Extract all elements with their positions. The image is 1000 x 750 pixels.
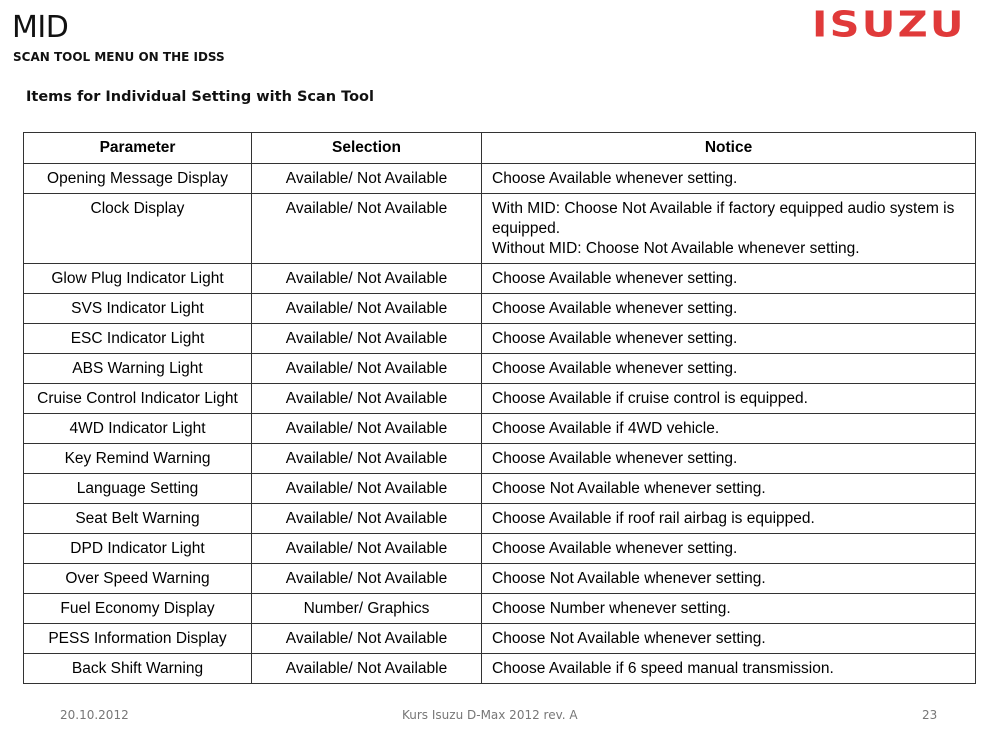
selection-cell: Available/ Not Available [252, 534, 482, 564]
selection-cell: Available/ Not Available [252, 194, 482, 264]
notice-cell: Choose Available whenever setting. [482, 354, 976, 384]
notice-cell: Choose Available whenever setting. [482, 164, 976, 194]
table-row [24, 534, 976, 564]
notice-cell: Choose Available whenever setting. [482, 324, 976, 354]
selection-cell: Available/ Not Available [252, 474, 482, 504]
parameter-cell: Clock Display [24, 194, 252, 264]
column-header-notice: Notice [482, 133, 976, 164]
selection-cell: Available/ Not Available [252, 354, 482, 384]
selection-cell: Available/ Not Available [252, 654, 482, 684]
parameter-cell: ABS Warning Light [24, 354, 252, 384]
parameter-table [23, 132, 976, 684]
table-header-row [24, 133, 976, 164]
page-title: MID [12, 10, 69, 45]
section-heading: Items for Individual Setting with Scan Tool [26, 89, 374, 105]
notice-cell: Choose Available if 4WD vehicle. [482, 414, 976, 444]
parameter-cell: Key Remind Warning [24, 444, 252, 474]
selection-cell: Available/ Not Available [252, 564, 482, 594]
notice-cell: Choose Available whenever setting. [482, 294, 976, 324]
table-row [24, 194, 976, 264]
parameter-cell: ESC Indicator Light [24, 324, 252, 354]
table-row [24, 444, 976, 474]
notice-cell: Choose Available if roof rail airbag is equipped. [482, 504, 976, 534]
selection-cell: Available/ Not Available [252, 414, 482, 444]
parameter-cell: Opening Message Display [24, 164, 252, 194]
parameter-cell: 4WD Indicator Light [24, 414, 252, 444]
footer-page-number: 23 [922, 708, 938, 722]
table-row [24, 654, 976, 684]
footer-date: 20.10.2012 [60, 708, 129, 722]
parameter-cell: Back Shift Warning [24, 654, 252, 684]
table-row [24, 594, 976, 624]
selection-cell: Number/ Graphics [252, 594, 482, 624]
parameter-cell: SVS Indicator Light [24, 294, 252, 324]
table-row [24, 564, 976, 594]
parameter-cell: Language Setting [24, 474, 252, 504]
notice-cell: Choose Not Available whenever setting. [482, 474, 976, 504]
table-row [24, 624, 976, 654]
isuzu-logo [812, 4, 987, 46]
table-row [24, 384, 976, 414]
selection-cell: Available/ Not Available [252, 384, 482, 414]
parameter-cell: Cruise Control Indicator Light [24, 384, 252, 414]
table-row [24, 504, 976, 534]
notice-cell: Choose Available if 6 speed manual transmission. [482, 654, 976, 684]
selection-cell: Available/ Not Available [252, 504, 482, 534]
column-header-parameter: Parameter [24, 133, 252, 164]
parameter-cell: Seat Belt Warning [24, 504, 252, 534]
table-row [24, 264, 976, 294]
parameter-cell: PESS Information Display [24, 624, 252, 654]
page-subtitle: SCAN TOOL MENU ON THE IDSS [13, 50, 225, 64]
selection-cell: Available/ Not Available [252, 294, 482, 324]
selection-cell: Available/ Not Available [252, 444, 482, 474]
table-body [24, 164, 976, 684]
table-row [24, 474, 976, 504]
notice-cell: Choose Not Available whenever setting. [482, 624, 976, 654]
column-header-selection: Selection [252, 133, 482, 164]
notice-cell: Choose Available whenever setting. [482, 264, 976, 294]
table-row [24, 294, 976, 324]
notice-cell: Choose Number whenever setting. [482, 594, 976, 624]
notice-cell: Choose Not Available whenever setting. [482, 564, 976, 594]
parameter-cell: DPD Indicator Light [24, 534, 252, 564]
footer-course-title: Kurs Isuzu D-Max 2012 rev. A [402, 708, 578, 722]
parameter-cell: Over Speed Warning [24, 564, 252, 594]
notice-cell: Choose Available if cruise control is equipped. [482, 384, 976, 414]
table-row [24, 164, 976, 194]
table-row [24, 324, 976, 354]
notice-cell: With MID: Choose Not Available if factory equipped audio system is equipped. Without MID: Choose Not Available whenever setting. [482, 194, 976, 264]
selection-cell: Available/ Not Available [252, 624, 482, 654]
parameter-cell: Fuel Economy Display [24, 594, 252, 624]
table-row [24, 354, 976, 384]
parameter-cell: Glow Plug Indicator Light [24, 264, 252, 294]
notice-cell: Choose Available whenever setting. [482, 444, 976, 474]
notice-cell: Choose Available whenever setting. [482, 534, 976, 564]
selection-cell: Available/ Not Available [252, 324, 482, 354]
selection-cell: Available/ Not Available [252, 264, 482, 294]
table-row [24, 414, 976, 444]
logo-text: ISUZU [812, 4, 966, 46]
selection-cell: Available/ Not Available [252, 164, 482, 194]
